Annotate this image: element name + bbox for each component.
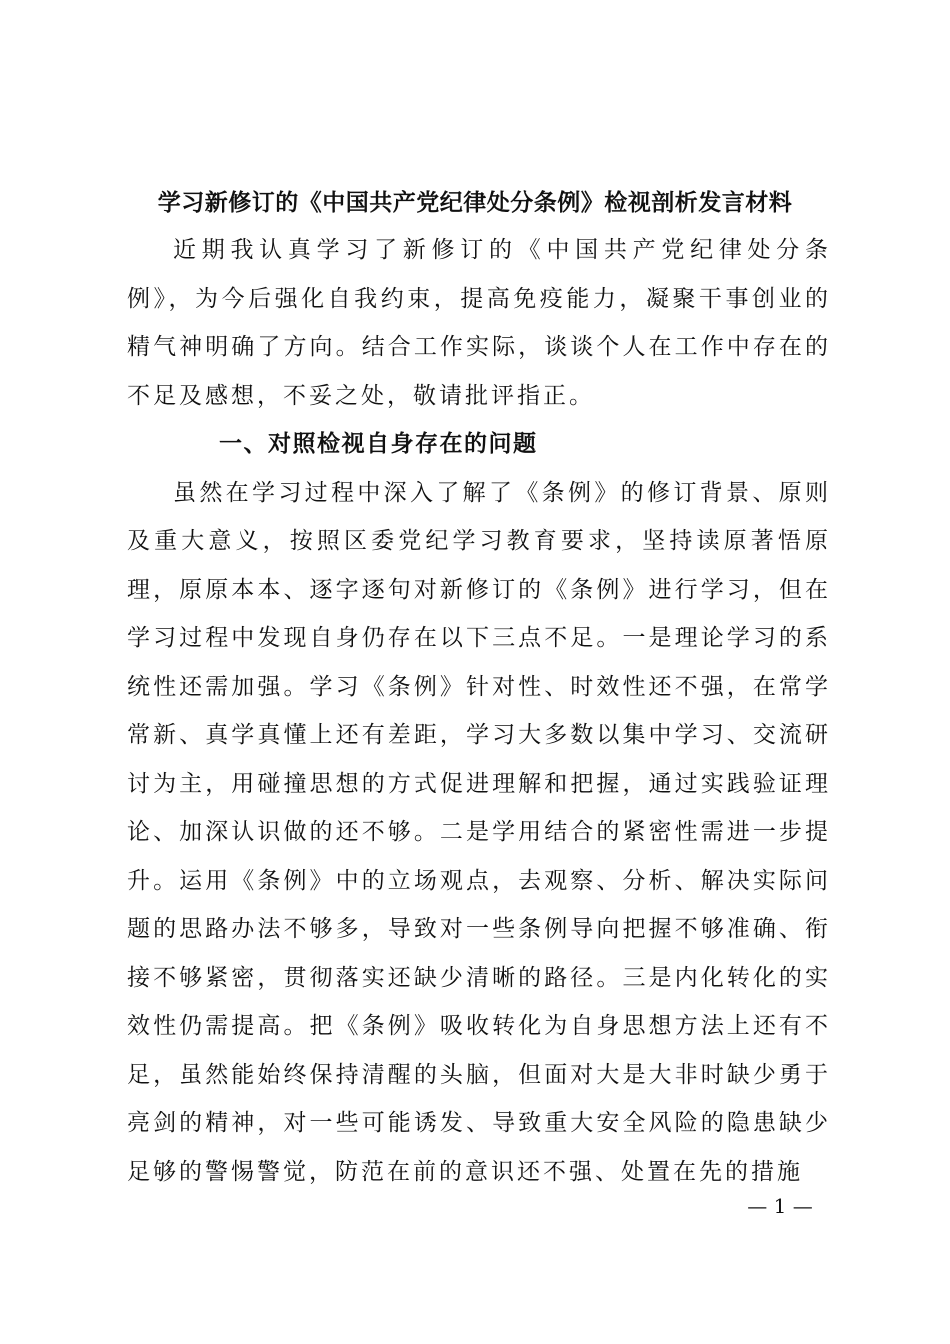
document-title: 学习新修订的《中国共产党纪律处分条例》检视剖析发言材料 [157, 189, 793, 216]
section-heading: 一、对照检视自身存在的问题 [219, 431, 538, 457]
document-body [127, 226, 831, 1196]
section-paragraph: 虽然在学习过程中深入了解了《条例》的修订背景、原则及重大意义，按照区委党纪学习教育要求，坚持读原著悟原理，原原本本、逐字逐句对新修订的《条例》进行学习，但在学习过程中发现自身仍存在以下三点不足。一是理论学习的系统性还需加强。学习《条例》针对性、时效性还不强，在常学常新、真学真懂上还有差距，学习大多数以集中学习、交流研讨为主，用碰撞思想的方式促进理解和把握，通过实践验证理论、加深认识做的还不够。二是学用结合的紧密性需进一步提升。运用《条例》中的立场观点，去观察、分析、解决实际问题的思路办法不够多，导致对一些条例导向把握不够准确、衔接不够紧密，贯彻落实还缺少清晰的路径。三是内化转化的实效性仍需提高。把《条例》吸收转化为自身思想方法上还有不足，虽然能始终保持清醒的头脑，但面对大是大非时缺少勇于亮剑的精神，对一些可能诱发、导致重大安全风险的隐患缺少足够的警惕警觉，防范在前的意识还不强、处置在先的措施 [127, 479, 831, 1185]
intro-paragraph: 近期我认真学习了新修订的《中国共产党纪律处分条例》，为今后强化自我约束，提高免疫能力，凝聚干事创业的精气神明确了方向。结合工作实际，谈谈个人在工作中存在的不足及感想，不妥之处，敬请批评指正。 [127, 237, 831, 409]
page-number: — 1 — [747, 1194, 813, 1218]
